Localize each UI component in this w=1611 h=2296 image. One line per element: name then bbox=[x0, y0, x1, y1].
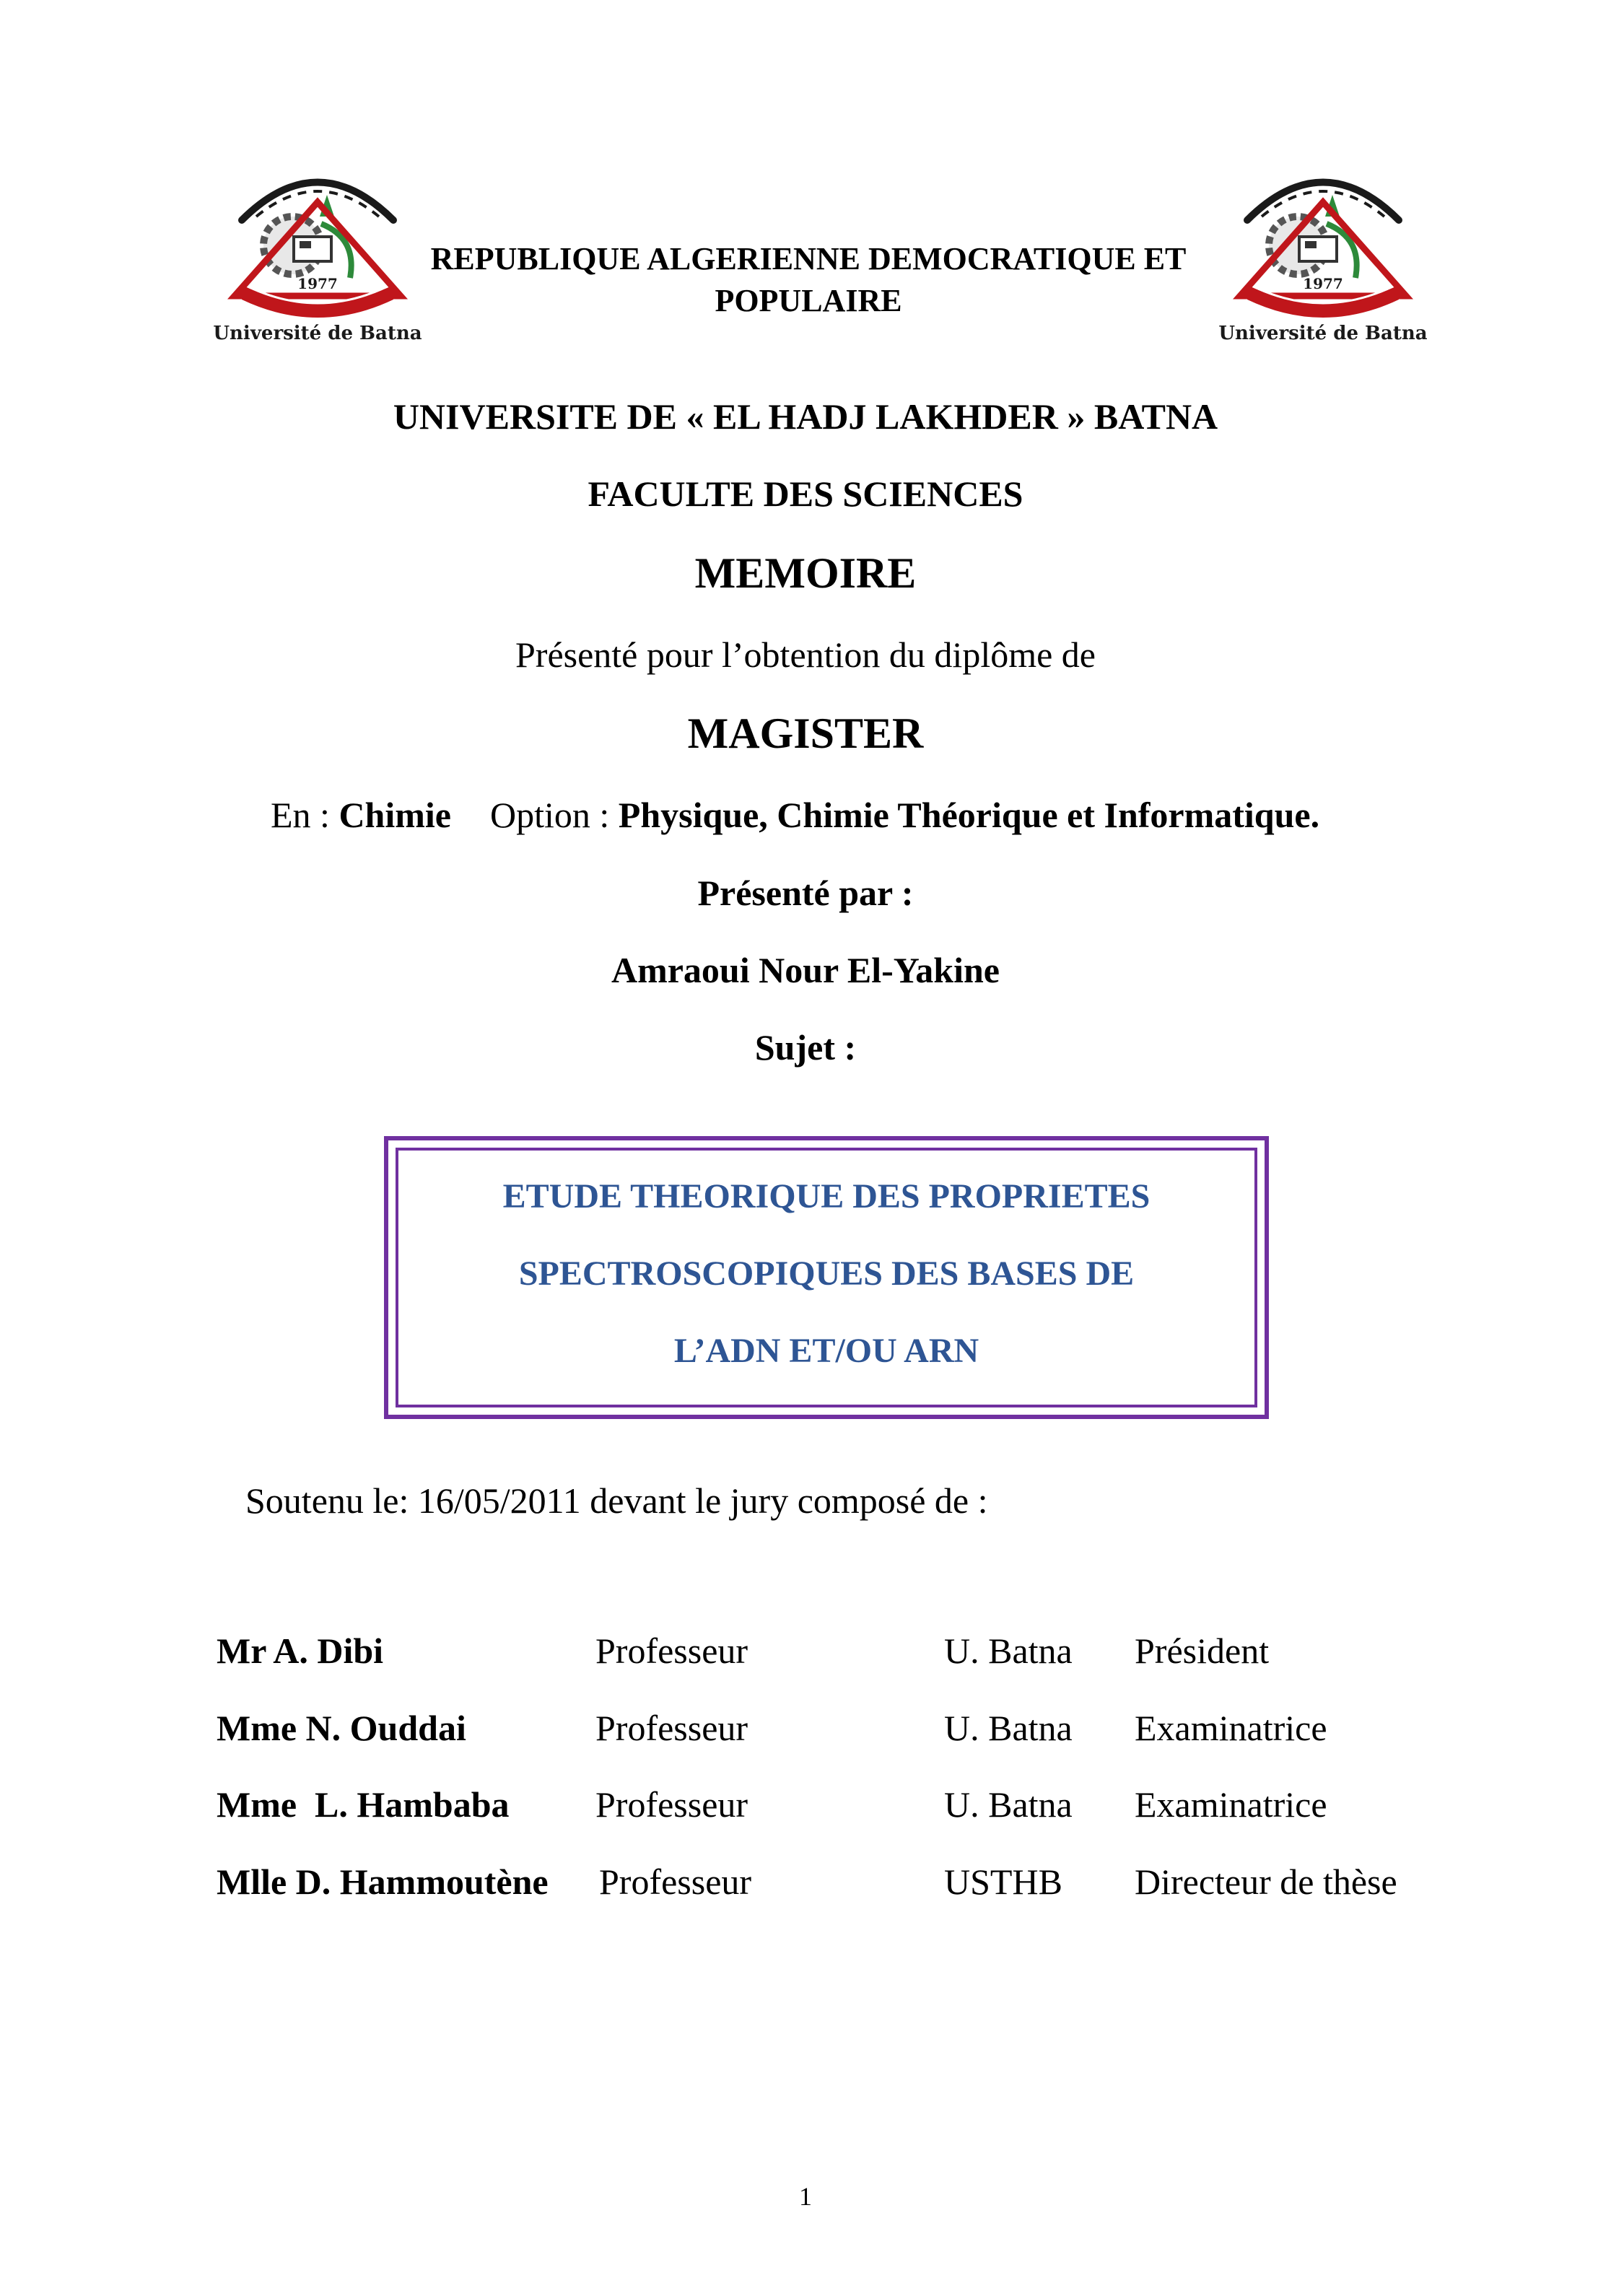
jury-name: Mlle D. Hammoutène bbox=[217, 1861, 549, 1902]
thesis-title-line: L’ADN ET/OU ARN bbox=[673, 1332, 979, 1370]
republic-heading: REPUBLIQUE ALGERIENNE DEMOCRATIQUE ET POPULAIRE bbox=[430, 241, 1187, 318]
author-name: Amraoui Nour El-Yakine bbox=[611, 950, 1000, 990]
jury-role: Examinatrice bbox=[1135, 1784, 1327, 1825]
logo-year-text: 1977 bbox=[297, 275, 338, 292]
presented-for-text: Présenté pour l’obtention du diplôme de bbox=[515, 634, 1096, 675]
subject-label: Sujet : bbox=[754, 1027, 857, 1068]
jury-institution: U. Batna bbox=[944, 1631, 1073, 1671]
thesis-title-line: SPECTROSCOPIQUES DES BASES DE bbox=[518, 1254, 1135, 1293]
jury-institution: U. Batna bbox=[944, 1784, 1073, 1825]
jury-institution: USTHB bbox=[944, 1861, 1062, 1902]
jury-grade: Professeur bbox=[595, 1708, 748, 1748]
thesis-title-box bbox=[384, 1136, 1269, 1419]
logo-year-text: 1977 bbox=[1303, 275, 1343, 292]
jury-role: Examinatrice bbox=[1135, 1708, 1327, 1748]
university-logo-right bbox=[1218, 152, 1428, 346]
presented-by-label: Présenté par : bbox=[697, 873, 914, 913]
thesis-title bbox=[388, 1158, 1265, 1389]
jury-name: Mme L. Hambaba bbox=[217, 1784, 510, 1825]
faculty-name: FACULTE DES SCIENCES bbox=[588, 473, 1023, 514]
defense-statement: Soutenu le: 16/05/2011 devant le jury composé de : bbox=[245, 1480, 988, 1521]
field-prefix: En : bbox=[271, 795, 339, 835]
field-option-line bbox=[271, 794, 1319, 836]
jury-institution: U. Batna bbox=[944, 1708, 1073, 1748]
option-value: Physique, Chimie Théorique et Informatique. bbox=[618, 795, 1320, 835]
university-logo-left bbox=[213, 152, 422, 346]
jury-grade: Professeur bbox=[595, 1631, 748, 1671]
degree-title: MAGISTER bbox=[687, 710, 924, 757]
jury-grade: Professeur bbox=[595, 1784, 748, 1825]
logo-caption-text: Université de Batna bbox=[213, 323, 422, 344]
thesis-title-line: ETUDE THEORIQUE DES PROPRIETES bbox=[502, 1177, 1151, 1215]
field-value: Chimie bbox=[339, 795, 451, 835]
jury-name: Mme N. Ouddai bbox=[217, 1708, 466, 1748]
jury-name: Mr A. Dibi bbox=[217, 1631, 384, 1671]
jury-role: Président bbox=[1135, 1631, 1270, 1671]
document-type: MEMOIRE bbox=[694, 549, 917, 597]
jury-role: Directeur de thèse bbox=[1135, 1861, 1397, 1902]
jury-grade: Professeur bbox=[599, 1861, 752, 1902]
university-name: UNIVERSITE DE « EL HADJ LAKHDER » BATNA bbox=[393, 396, 1218, 437]
page-number: 1 bbox=[799, 2182, 812, 2211]
option-prefix: Option : bbox=[489, 795, 619, 835]
logo-caption-text: Université de Batna bbox=[1218, 323, 1428, 344]
